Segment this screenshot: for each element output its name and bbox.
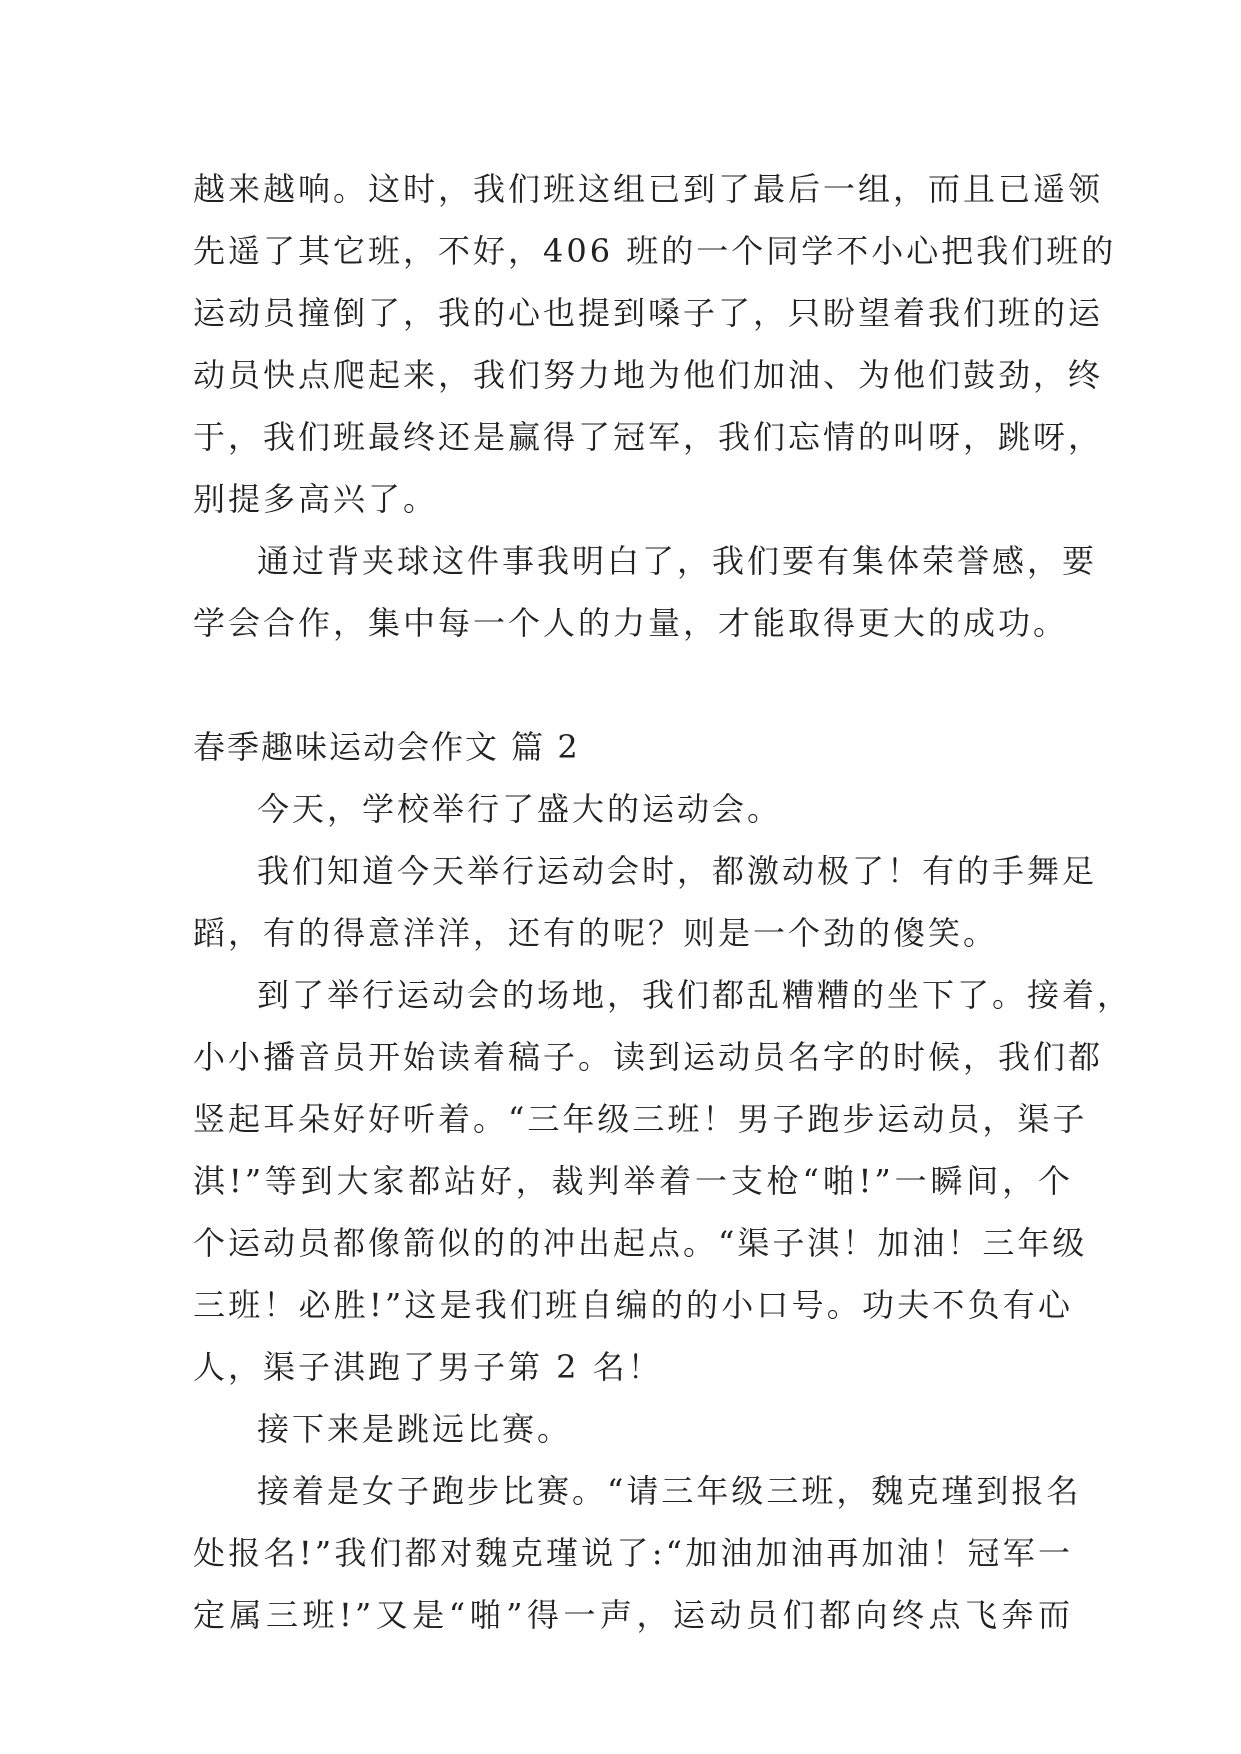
paragraph-line: 三班！必胜!”这是我们班自编的的小口号。功夫不负有心 bbox=[193, 1286, 1073, 1324]
paragraph-line: 淇!”等到大家都站好，裁判举着一支枪“啪!”一瞬间，个 bbox=[193, 1162, 1073, 1200]
paragraph-line: 越来越响。这时，我们班这组已到了最后一组，而且已遥领 bbox=[193, 170, 1104, 208]
paragraph-line: 人，渠子淇跑了男子第 2 名！ bbox=[193, 1348, 663, 1386]
paragraph-line: 我们知道今天举行运动会时，都激动极了！有的手舞足 bbox=[257, 852, 1098, 890]
section-title: 春季趣味运动会作文 篇 2 bbox=[193, 728, 580, 766]
paragraph-line: 小小播音员开始读着稿子。读到运动员名字的时候，我们都 bbox=[193, 1038, 1104, 1076]
paragraph-line: 先遥了其它班，不好，406 班的一个同学不小心把我们班的 bbox=[193, 232, 1117, 270]
paragraph-line: 接着是女子跑步比赛。“请三年级三班，魏克瑾到报名 bbox=[257, 1472, 1082, 1510]
paragraph-line: 学会合作，集中每一个人的力量，才能取得更大的成功。 bbox=[193, 604, 1069, 642]
paragraph-line: 今天，学校举行了盛大的运动会。 bbox=[257, 790, 783, 828]
paragraph-line: 处报名!”我们都对魏克瑾说了:“加油加油再加油！冠军一 bbox=[193, 1534, 1073, 1572]
paragraph-line: 动员快点爬起来，我们努力地为他们加油、为他们鼓劲，终 bbox=[193, 356, 1104, 394]
paragraph-line: 蹈，有的得意洋洋，还有的呢？则是一个劲的傻笑。 bbox=[193, 914, 999, 952]
paragraph-line: 运动员撞倒了，我的心也提到嗓子了，只盼望着我们班的运 bbox=[193, 294, 1104, 332]
paragraph-line: 个运动员都像箭似的的冲出起点。“渠子淇！加油！三年级 bbox=[193, 1224, 1088, 1262]
paragraph-line: 到了举行运动会的场地，我们都乱糟糟的坐下了。接着， bbox=[257, 976, 1133, 1014]
paragraph-line: 于，我们班最终还是赢得了冠军，我们忘情的叫呀，跳呀， bbox=[193, 418, 1104, 456]
paragraph-line: 定属三班!”又是“啪”得一声，运动员们都向终点飞奔而 bbox=[193, 1596, 1073, 1634]
paragraph-line: 接下来是跳远比赛。 bbox=[257, 1410, 573, 1448]
paragraph-line: 竖起耳朵好好听着。“三年级三班！男子跑步运动员，渠子 bbox=[193, 1100, 1088, 1138]
paragraph-line: 通过背夹球这件事我明白了，我们要有集体荣誉感，要 bbox=[257, 542, 1098, 580]
paragraph-line: 别提多高兴了。 bbox=[193, 480, 439, 518]
